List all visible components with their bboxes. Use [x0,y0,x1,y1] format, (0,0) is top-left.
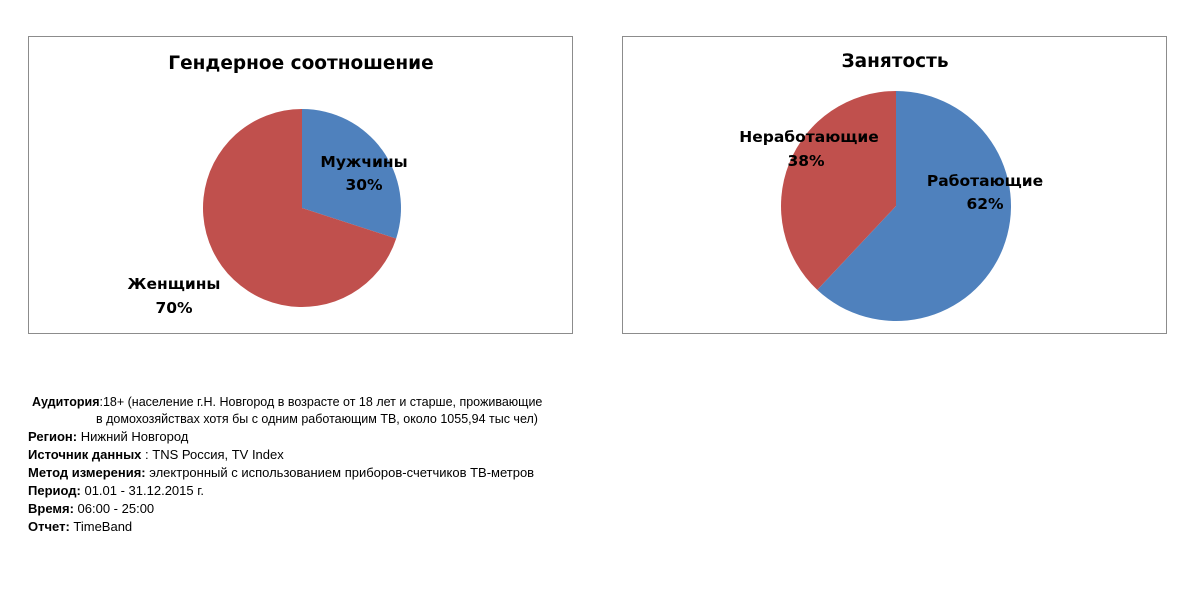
source-value: : TNS Россия, TV Index [141,447,284,462]
gender-slice-label-female-name: Женщины [127,275,221,293]
audience-label: Аудитория [32,395,100,409]
employment-slice-label-nonworking-value: 38% [787,152,825,170]
gender-pie-chart [29,37,574,335]
employment-slice-label-working-name: Работающие [926,172,1044,190]
source-row [28,446,542,464]
employment-chart-title: Занятость [841,51,949,72]
employment-slice-label-working-value: 62% [966,195,1004,213]
time-label: Время: [28,501,74,516]
period-label: Период: [28,483,81,498]
gender-chart-panel [28,36,573,334]
employment-pie-chart [623,37,1168,335]
gender-slice-label-male-name: Мужчины [320,153,408,171]
region-value: Нижний Новгород [77,429,189,444]
employment-slice-label-nonworking-name: Неработающие [739,128,879,146]
method-label: Метод измерения: [28,465,146,480]
period-row [28,482,542,500]
time-row [28,500,542,518]
time-value: 06:00 - 25:00 [73,501,155,516]
report-row [28,518,542,536]
report-label: Отчет: [28,519,70,534]
source-label: Источник данных [28,447,142,462]
region-row [28,428,542,446]
audience-row [28,394,542,411]
gender-slice-label-male-value: 30% [345,176,383,194]
audience-text-1: :18+ (население г.Н. Новгород в возрасте от 18 лет и старше, проживающие [99,395,543,409]
employment-chart-panel [622,36,1167,334]
report-value: TimeBand [69,519,133,534]
period-value: 01.01 - 31.12.2015 г. [80,483,204,498]
method-row [28,464,542,482]
method-value: электронный с использованием приборов-счетчиков ТВ-метров [145,465,535,480]
methodology-info [28,394,542,536]
gender-chart-title: Гендерное соотношение [168,53,434,74]
audience-text-2: в домохозяйствах хотя бы с одним работающим ТВ, около 1055,94 тыс чел) [96,412,538,426]
region-label: Регион: [28,429,78,444]
audience-row-continued [28,411,542,428]
gender-slice-label-female-value: 70% [155,299,193,317]
